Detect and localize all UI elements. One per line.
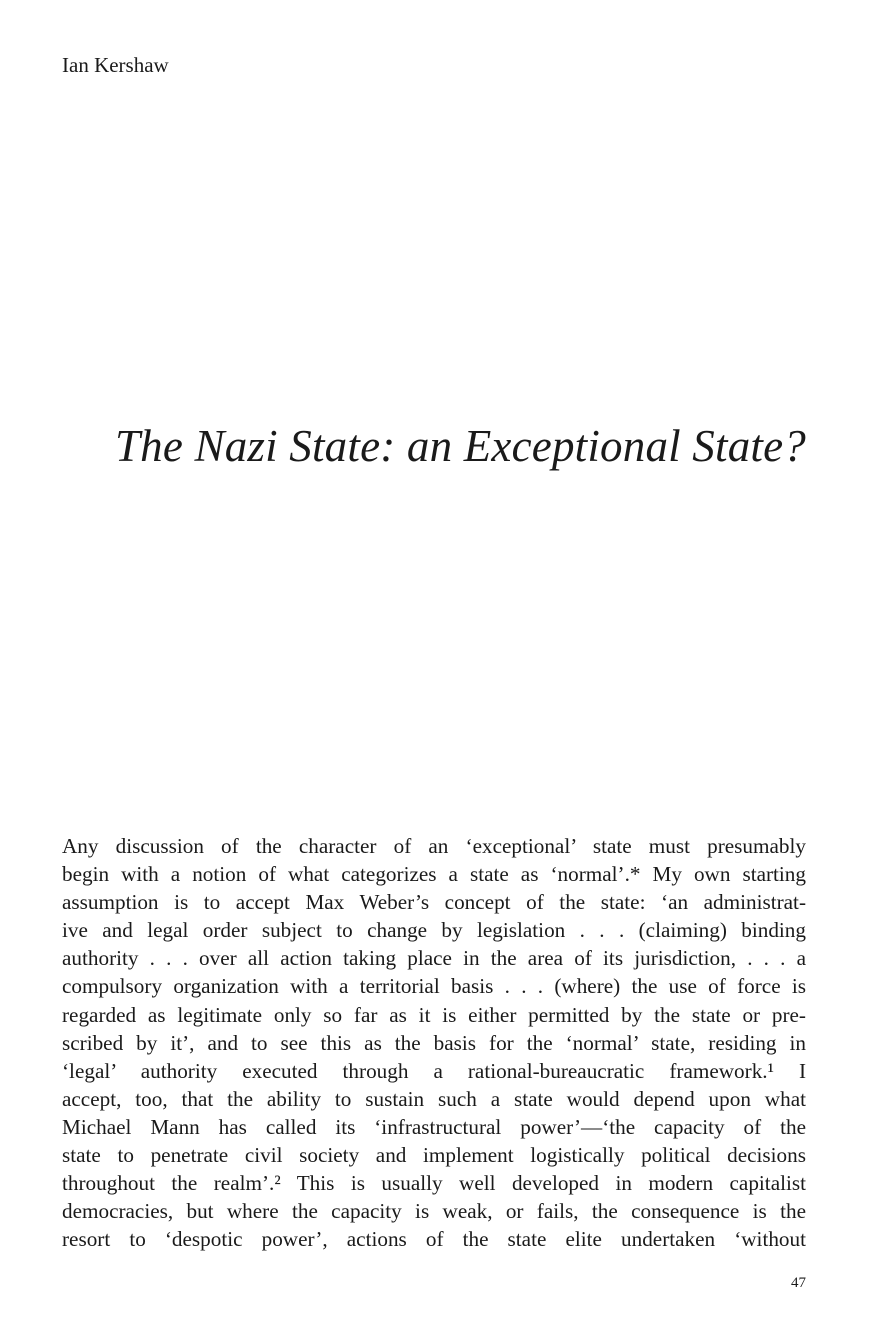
text-line: assumption is to accept Max Weber’s concept of the state: ‘an administrat- (62, 890, 806, 915)
text-line: begin with a notion of what categorizes a state as ‘normal’.* My own starting (62, 862, 806, 887)
text-line: scribed by it’, and to see this as the basis for the ‘normal’ state, residing in (62, 1030, 806, 1055)
text-line: resort to ‘despotic power’, actions of the state elite undertaken ‘without (62, 1227, 806, 1252)
text-line: authority . . . over all action taking place in the area of its jurisdiction, . . . a (62, 946, 806, 971)
chapter-title: The Nazi State: an Exceptional State? (114, 421, 806, 471)
author-name: Ian Kershaw (62, 53, 169, 77)
text-line: Any discussion of the character of an ‘exceptional’ state must presumably (62, 834, 806, 858)
page-number: 47 (791, 1275, 806, 1291)
text-line: Michael Mann has called its ‘infrastructural power’—‘the capacity of the (62, 1114, 806, 1139)
text-line: ive and legal order subject to change by legislation . . . (claiming) binding (62, 918, 806, 943)
text-line: ‘legal’ authority executed through a rational-bureaucratic framework.¹ I (62, 1058, 806, 1083)
text-line: democracies, but where the capacity is weak, or fails, the consequence is the (62, 1199, 806, 1224)
body-paragraph (62, 832, 806, 1253)
text-line: throughout the realm’.² This is usually well developed in modern capitalist (62, 1171, 806, 1196)
text-line: state to penetrate civil society and implement logistically political decisions (62, 1143, 806, 1168)
text-line: accept, too, that the ability to sustain such a state would depend upon what (62, 1086, 806, 1111)
text-line: compulsory organization with a territorial basis . . . (where) the use of force is (62, 974, 806, 999)
text-line: regarded as legitimate only so far as it is either permitted by the state or pre- (62, 1002, 806, 1027)
